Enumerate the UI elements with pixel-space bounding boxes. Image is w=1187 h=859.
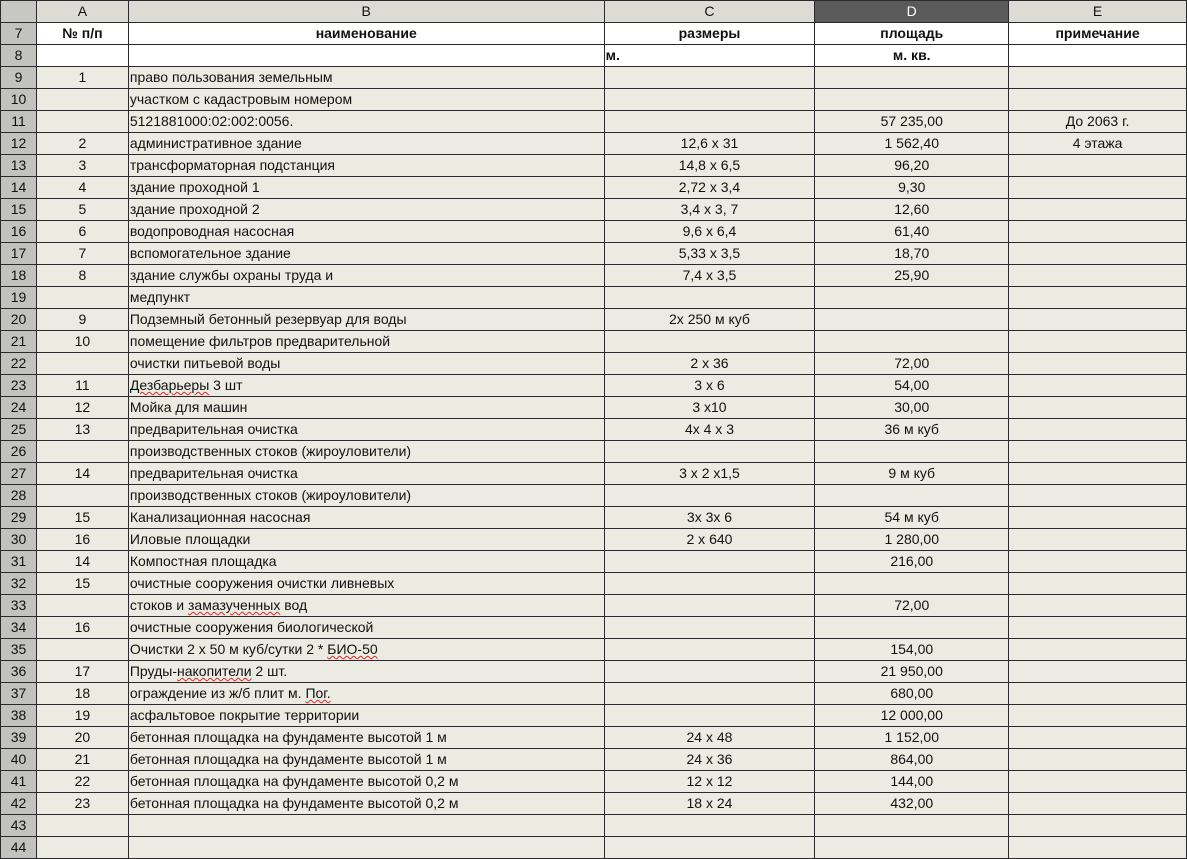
cell-area[interactable]: 12 000,00 xyxy=(815,705,1009,727)
cell-note[interactable] xyxy=(1009,155,1187,177)
cell-num[interactable]: 14 xyxy=(36,551,128,573)
table-row xyxy=(1,265,1187,287)
row-header[interactable]: 16 xyxy=(1,221,37,243)
table-row xyxy=(1,67,1187,89)
cell-area[interactable]: 1 152,00 xyxy=(815,727,1009,749)
cell-name[interactable]: Иловые площадки xyxy=(128,529,604,551)
row-header[interactable]: 22 xyxy=(1,353,37,375)
cell-dimensions[interactable]: 2 х 640 xyxy=(604,529,815,551)
cell-area[interactable] xyxy=(815,89,1009,111)
cell-name[interactable]: бетонная площадка на фундаменте высотой 0,2 м xyxy=(128,793,604,815)
table-row xyxy=(1,815,1187,837)
table-row xyxy=(1,111,1187,133)
table-row xyxy=(1,353,1187,375)
table-row xyxy=(1,243,1187,265)
cell-dimensions[interactable] xyxy=(604,67,815,89)
cell-note[interactable] xyxy=(1009,67,1187,89)
cell-num[interactable]: 3 xyxy=(36,155,128,177)
table-row xyxy=(1,639,1187,661)
cell-note[interactable] xyxy=(1009,705,1187,727)
cell-dimensions[interactable] xyxy=(604,705,815,727)
cell-num[interactable]: 21 xyxy=(36,749,128,771)
cell-area[interactable]: 54 м куб xyxy=(815,507,1009,529)
cell[interactable] xyxy=(815,837,1009,859)
cell[interactable] xyxy=(128,837,604,859)
row-header[interactable]: 34 xyxy=(1,617,37,639)
cell-area[interactable]: 72,00 xyxy=(815,595,1009,617)
cell-name[interactable]: Подземный бетонный резервуар для воды xyxy=(128,309,604,331)
cell-dimensions[interactable]: 9,6 х 6,4 xyxy=(604,221,815,243)
cell-name[interactable]: предварительная очистка xyxy=(128,463,604,485)
table-row xyxy=(1,309,1187,331)
cell-area[interactable] xyxy=(815,573,1009,595)
cell-dimensions[interactable]: 2х 250 м куб xyxy=(604,309,815,331)
cell-area[interactable]: 57 235,00 xyxy=(815,111,1009,133)
row-header[interactable]: 17 xyxy=(1,243,37,265)
table-row xyxy=(1,749,1187,771)
cell-dimensions[interactable] xyxy=(604,815,815,837)
cell-num[interactable] xyxy=(36,441,128,463)
cell-name[interactable]: вспомогательное здание xyxy=(128,243,604,265)
cell-area[interactable]: 72,00 xyxy=(815,353,1009,375)
cell-name[interactable]: асфальтовое покрытие территории xyxy=(128,705,604,727)
table-row xyxy=(1,199,1187,221)
cell-name[interactable]: здание проходной 1 xyxy=(128,177,604,199)
spellcheck-mark: Пог. xyxy=(305,685,331,701)
cell-num[interactable]: 23 xyxy=(36,793,128,815)
cell-dimensions[interactable] xyxy=(604,441,815,463)
row-header[interactable]: 21 xyxy=(1,331,37,353)
row-header[interactable]: 35 xyxy=(1,639,37,661)
row-header[interactable]: 38 xyxy=(1,705,37,727)
cell-dimensions[interactable] xyxy=(604,617,815,639)
cell[interactable] xyxy=(604,837,815,859)
cell-area[interactable] xyxy=(815,331,1009,353)
column-header-a[interactable]: A xyxy=(36,1,128,23)
cell-dimensions[interactable] xyxy=(604,639,815,661)
row-header[interactable]: 32 xyxy=(1,573,37,595)
table-header-row xyxy=(1,23,1187,45)
row-header[interactable]: 18 xyxy=(1,265,37,287)
cell-area[interactable]: 144,00 xyxy=(815,771,1009,793)
cell-dimensions[interactable] xyxy=(604,595,815,617)
cell-name[interactable]: бетонная площадка на фундаменте высотой 1 м xyxy=(128,749,604,771)
cell-area[interactable]: 12,60 xyxy=(815,199,1009,221)
cell-dimensions[interactable] xyxy=(604,661,815,683)
cell-num[interactable]: 14 xyxy=(36,463,128,485)
cell-name[interactable]: помещение фильтров предварительной xyxy=(128,331,604,353)
table-row xyxy=(1,177,1187,199)
cell-dimensions[interactable]: 14,8 х 6,5 xyxy=(604,155,815,177)
cell-note[interactable] xyxy=(1009,309,1187,331)
row-header[interactable]: 10 xyxy=(1,89,37,111)
cell-name[interactable]: трансформаторная подстанция xyxy=(128,155,604,177)
cell-area[interactable]: 25,90 xyxy=(815,265,1009,287)
cell-note[interactable] xyxy=(1009,485,1187,507)
cell-num[interactable]: 9 xyxy=(36,309,128,331)
cell-area[interactable]: 680,00 xyxy=(815,683,1009,705)
cell-name[interactable]: 5121881000:02:002:0056. xyxy=(128,111,604,133)
cell-area[interactable] xyxy=(815,617,1009,639)
cell-num[interactable]: 16 xyxy=(36,617,128,639)
spellcheck-mark: накопители xyxy=(176,663,252,679)
cell-name[interactable]: здание службы охраны труда и xyxy=(128,265,604,287)
column-header-row xyxy=(1,1,1187,23)
cell-num[interactable]: 7 xyxy=(36,243,128,265)
cell-num[interactable]: 13 xyxy=(36,419,128,441)
row-header[interactable]: 24 xyxy=(1,397,37,419)
cell[interactable] xyxy=(1009,45,1187,67)
cell-note[interactable] xyxy=(1009,397,1187,419)
cell-num[interactable]: 15 xyxy=(36,507,128,529)
table-header-row-units xyxy=(1,45,1187,67)
cell-note[interactable] xyxy=(1009,683,1187,705)
cell-note[interactable] xyxy=(1009,243,1187,265)
table-row xyxy=(1,837,1187,859)
cell-note[interactable] xyxy=(1009,727,1187,749)
row-header[interactable]: 14 xyxy=(1,177,37,199)
cell-dimensions[interactable]: 7,4 х 3,5 xyxy=(604,265,815,287)
cell-num[interactable]: 17 xyxy=(36,661,128,683)
cell-note[interactable] xyxy=(1009,265,1187,287)
cell-num[interactable] xyxy=(36,353,128,375)
cell-area[interactable]: 21 950,00 xyxy=(815,661,1009,683)
cell-num[interactable]: 1 xyxy=(36,67,128,89)
cell-area[interactable]: 9,30 xyxy=(815,177,1009,199)
cell-dimensions[interactable]: 12 х 12 xyxy=(604,771,815,793)
cell-note[interactable] xyxy=(1009,177,1187,199)
cell-num[interactable]: 5 xyxy=(36,199,128,221)
cell-name[interactable]: производственных стоков (жироуловители) xyxy=(128,441,604,463)
row-header[interactable]: 26 xyxy=(1,441,37,463)
cell-num[interactable] xyxy=(36,815,128,837)
cell-note[interactable] xyxy=(1009,287,1187,309)
cell-area[interactable]: 96,20 xyxy=(815,155,1009,177)
table-row xyxy=(1,287,1187,309)
cell-dimensions[interactable] xyxy=(604,287,815,309)
cell-area[interactable]: 54,00 xyxy=(815,375,1009,397)
column-header-d[interactable]: D xyxy=(815,1,1009,23)
cell-area[interactable]: 1 280,00 xyxy=(815,529,1009,551)
cell-dimensions[interactable]: 2 х 36 xyxy=(604,353,815,375)
cell[interactable] xyxy=(36,837,128,859)
cell-name[interactable]: Пруды-накопители 2 шт. xyxy=(128,661,604,683)
spellcheck-mark: замазученных xyxy=(188,597,281,613)
cell[interactable] xyxy=(1009,837,1187,859)
cell-num[interactable]: 4 xyxy=(36,177,128,199)
table-row xyxy=(1,683,1187,705)
table-row xyxy=(1,419,1187,441)
cell-note[interactable] xyxy=(1009,771,1187,793)
cell-note[interactable] xyxy=(1009,749,1187,771)
cell-name[interactable]: очистки питьевой воды xyxy=(128,353,604,375)
cell-dimensions[interactable] xyxy=(604,111,815,133)
cell-dimensions[interactable]: 4х 4 х 3 xyxy=(604,419,815,441)
row-header[interactable]: 37 xyxy=(1,683,37,705)
cell-dimensions[interactable] xyxy=(604,683,815,705)
cell-name[interactable]: Очистки 2 х 50 м куб/сутки 2 * БИО-50 xyxy=(128,639,604,661)
cell-name[interactable]: предварительная очистка xyxy=(128,419,604,441)
cell-name[interactable]: производственных стоков (жироуловители) xyxy=(128,485,604,507)
cell-num[interactable]: 22 xyxy=(36,771,128,793)
row-header[interactable]: 20 xyxy=(1,309,37,331)
cell-name[interactable]: Дезбарьеры 3 шт xyxy=(128,375,604,397)
cell-area[interactable]: 216,00 xyxy=(815,551,1009,573)
row-header[interactable]: 42 xyxy=(1,793,37,815)
spellcheck-mark: Дезбарьеры xyxy=(129,377,210,393)
table-row xyxy=(1,705,1187,727)
row-header[interactable]: 31 xyxy=(1,551,37,573)
cell-area[interactable]: 61,40 xyxy=(815,221,1009,243)
cell-dimensions[interactable]: 3 х 2 х1,5 xyxy=(604,463,815,485)
cell-dimensions[interactable]: 3,4 х 3, 7 xyxy=(604,199,815,221)
row-header[interactable]: 40 xyxy=(1,749,37,771)
cell-area[interactable] xyxy=(815,287,1009,309)
cell-area[interactable]: 432,00 xyxy=(815,793,1009,815)
header-note[interactable]: примечание xyxy=(1009,23,1187,45)
table-row xyxy=(1,397,1187,419)
cell-name[interactable]: право пользования земельным xyxy=(128,67,604,89)
cell-num[interactable]: 16 xyxy=(36,529,128,551)
header-name[interactable]: наименование xyxy=(128,23,604,45)
cell-dimensions[interactable]: 3 х10 xyxy=(604,397,815,419)
cell-dimensions[interactable]: 3 х 6 xyxy=(604,375,815,397)
table-row xyxy=(1,89,1187,111)
cell-note[interactable]: 4 этажа xyxy=(1009,133,1187,155)
cell-area[interactable] xyxy=(815,441,1009,463)
cell-dimensions[interactable] xyxy=(604,485,815,507)
cell-note[interactable] xyxy=(1009,89,1187,111)
cell-num[interactable]: 12 xyxy=(36,397,128,419)
header-num[interactable]: № п/п xyxy=(36,23,128,45)
row-header[interactable]: 33 xyxy=(1,595,37,617)
cell-area[interactable]: 9 м куб xyxy=(815,463,1009,485)
cell-num[interactable] xyxy=(36,485,128,507)
cell-num[interactable] xyxy=(36,595,128,617)
cell-note[interactable] xyxy=(1009,353,1187,375)
cell-note[interactable] xyxy=(1009,639,1187,661)
cell-area[interactable]: 154,00 xyxy=(815,639,1009,661)
cell-area[interactable]: 864,00 xyxy=(815,749,1009,771)
cell-name[interactable]: очистные сооружения очистки ливневых xyxy=(128,573,604,595)
table-row xyxy=(1,133,1187,155)
cell-area[interactable] xyxy=(815,67,1009,89)
cell-dimensions[interactable] xyxy=(604,89,815,111)
cell-dimensions[interactable] xyxy=(604,573,815,595)
row-header[interactable]: 30 xyxy=(1,529,37,551)
cell-note[interactable]: До 2063 г. xyxy=(1009,111,1187,133)
cell-num[interactable] xyxy=(36,111,128,133)
row-header[interactable]: 41 xyxy=(1,771,37,793)
cell-dimensions[interactable]: 3х 3х 6 xyxy=(604,507,815,529)
cell-name[interactable]: медпункт xyxy=(128,287,604,309)
cell-dimensions[interactable]: 12,6 х 31 xyxy=(604,133,815,155)
cell-note[interactable] xyxy=(1009,661,1187,683)
cell-num[interactable]: 2 xyxy=(36,133,128,155)
cell-num[interactable]: 18 xyxy=(36,683,128,705)
cell-name[interactable]: бетонная площадка на фундаменте высотой 1 м xyxy=(128,727,604,749)
cell-note[interactable] xyxy=(1009,463,1187,485)
row-header[interactable]: 25 xyxy=(1,419,37,441)
row-header[interactable]: 11 xyxy=(1,111,37,133)
cell-dimensions[interactable]: 2,72 х 3,4 xyxy=(604,177,815,199)
table-row xyxy=(1,771,1187,793)
cell-area[interactable]: 36 м куб xyxy=(815,419,1009,441)
cell-num[interactable]: 20 xyxy=(36,727,128,749)
cell-name[interactable]: ограждение из ж/б плит м. Пог. xyxy=(128,683,604,705)
column-header-b[interactable]: B xyxy=(128,1,604,23)
table-row xyxy=(1,155,1187,177)
cell-area[interactable]: 30,00 xyxy=(815,397,1009,419)
cell-name[interactable]: здание проходной 2 xyxy=(128,199,604,221)
cell-num[interactable] xyxy=(36,639,128,661)
row-header[interactable]: 9 xyxy=(1,67,37,89)
row-header[interactable]: 12 xyxy=(1,133,37,155)
cell-note[interactable] xyxy=(1009,793,1187,815)
table-row xyxy=(1,463,1187,485)
cell-note[interactable] xyxy=(1009,199,1187,221)
cell[interactable] xyxy=(128,45,604,67)
table-row xyxy=(1,331,1187,353)
table-row xyxy=(1,617,1187,639)
spellcheck-mark: БИО-50 xyxy=(327,641,378,657)
cell-num[interactable] xyxy=(36,287,128,309)
cell-note[interactable] xyxy=(1009,551,1187,573)
table-row xyxy=(1,793,1187,815)
cell-name[interactable]: Компостная площадка xyxy=(128,551,604,573)
row-header[interactable]: 39 xyxy=(1,727,37,749)
cell-num[interactable]: 6 xyxy=(36,221,128,243)
cell-area[interactable] xyxy=(815,309,1009,331)
cell-name[interactable]: водопроводная насосная xyxy=(128,221,604,243)
cell-name[interactable]: административное здание xyxy=(128,133,604,155)
cell-area[interactable]: 1 562,40 xyxy=(815,133,1009,155)
row-header[interactable]: 15 xyxy=(1,199,37,221)
cell-num[interactable]: 15 xyxy=(36,573,128,595)
table-row xyxy=(1,529,1187,551)
row-header[interactable]: 43 xyxy=(1,815,37,837)
cell-note[interactable] xyxy=(1009,221,1187,243)
cell-num[interactable]: 19 xyxy=(36,705,128,727)
cell-dimensions[interactable]: 18 х 24 xyxy=(604,793,815,815)
row-header[interactable]: 23 xyxy=(1,375,37,397)
cell-name[interactable]: участком с кадастровым номером xyxy=(128,89,604,111)
table-row xyxy=(1,573,1187,595)
cell-note[interactable] xyxy=(1009,529,1187,551)
table-row xyxy=(1,661,1187,683)
cell-note[interactable] xyxy=(1009,573,1187,595)
table-row xyxy=(1,595,1187,617)
cell-area[interactable]: 18,70 xyxy=(815,243,1009,265)
row-header[interactable]: 13 xyxy=(1,155,37,177)
cell-name[interactable]: Канализационная насосная xyxy=(128,507,604,529)
header-area-unit[interactable]: м. кв. xyxy=(815,45,1009,67)
cell-area[interactable] xyxy=(815,815,1009,837)
cell-name[interactable]: Мойка для машин xyxy=(128,397,604,419)
cell-area[interactable] xyxy=(815,485,1009,507)
table-row xyxy=(1,221,1187,243)
cell-num[interactable]: 11 xyxy=(36,375,128,397)
cell-note[interactable] xyxy=(1009,419,1187,441)
cell-dimensions[interactable] xyxy=(604,551,815,573)
header-area[interactable]: площадь xyxy=(815,23,1009,45)
cell-num[interactable]: 10 xyxy=(36,331,128,353)
header-dimensions[interactable]: размеры xyxy=(604,23,815,45)
column-header-c[interactable]: C xyxy=(604,1,815,23)
cell-note[interactable] xyxy=(1009,507,1187,529)
row-header[interactable]: 7 xyxy=(1,23,37,45)
cell-num[interactable]: 8 xyxy=(36,265,128,287)
cell-dimensions[interactable]: 24 х 48 xyxy=(604,727,815,749)
cell-num[interactable] xyxy=(36,89,128,111)
table-row xyxy=(1,551,1187,573)
cell-note[interactable] xyxy=(1009,595,1187,617)
row-header[interactable]: 28 xyxy=(1,485,37,507)
cell-dimensions[interactable]: 24 х 36 xyxy=(604,749,815,771)
cell-note[interactable] xyxy=(1009,441,1187,463)
cell-name[interactable]: бетонная площадка на фундаменте высотой 0,2 м xyxy=(128,771,604,793)
table-row xyxy=(1,727,1187,749)
cell-dimensions[interactable] xyxy=(604,331,815,353)
header-dimensions-unit[interactable]: м. xyxy=(604,45,815,67)
cell-note[interactable] xyxy=(1009,815,1187,837)
column-header-e[interactable]: E xyxy=(1009,1,1187,23)
table-row xyxy=(1,375,1187,397)
select-all-corner[interactable] xyxy=(1,1,37,23)
cell[interactable] xyxy=(36,45,128,67)
row-header[interactable]: 29 xyxy=(1,507,37,529)
table-row xyxy=(1,441,1187,463)
cell-note[interactable] xyxy=(1009,375,1187,397)
row-header[interactable]: 36 xyxy=(1,661,37,683)
cell-dimensions[interactable]: 5,33 х 3,5 xyxy=(604,243,815,265)
row-header[interactable]: 27 xyxy=(1,463,37,485)
cell-name[interactable]: очистные сооружения биологической xyxy=(128,617,604,639)
row-header[interactable]: 8 xyxy=(1,45,37,67)
cell-note[interactable] xyxy=(1009,617,1187,639)
table-row xyxy=(1,485,1187,507)
cell-name[interactable] xyxy=(128,815,604,837)
cell-name[interactable]: стоков и замазученных вод xyxy=(128,595,604,617)
cell-note[interactable] xyxy=(1009,331,1187,353)
row-header[interactable]: 19 xyxy=(1,287,37,309)
row-header[interactable]: 44 xyxy=(1,837,37,859)
table-row xyxy=(1,507,1187,529)
